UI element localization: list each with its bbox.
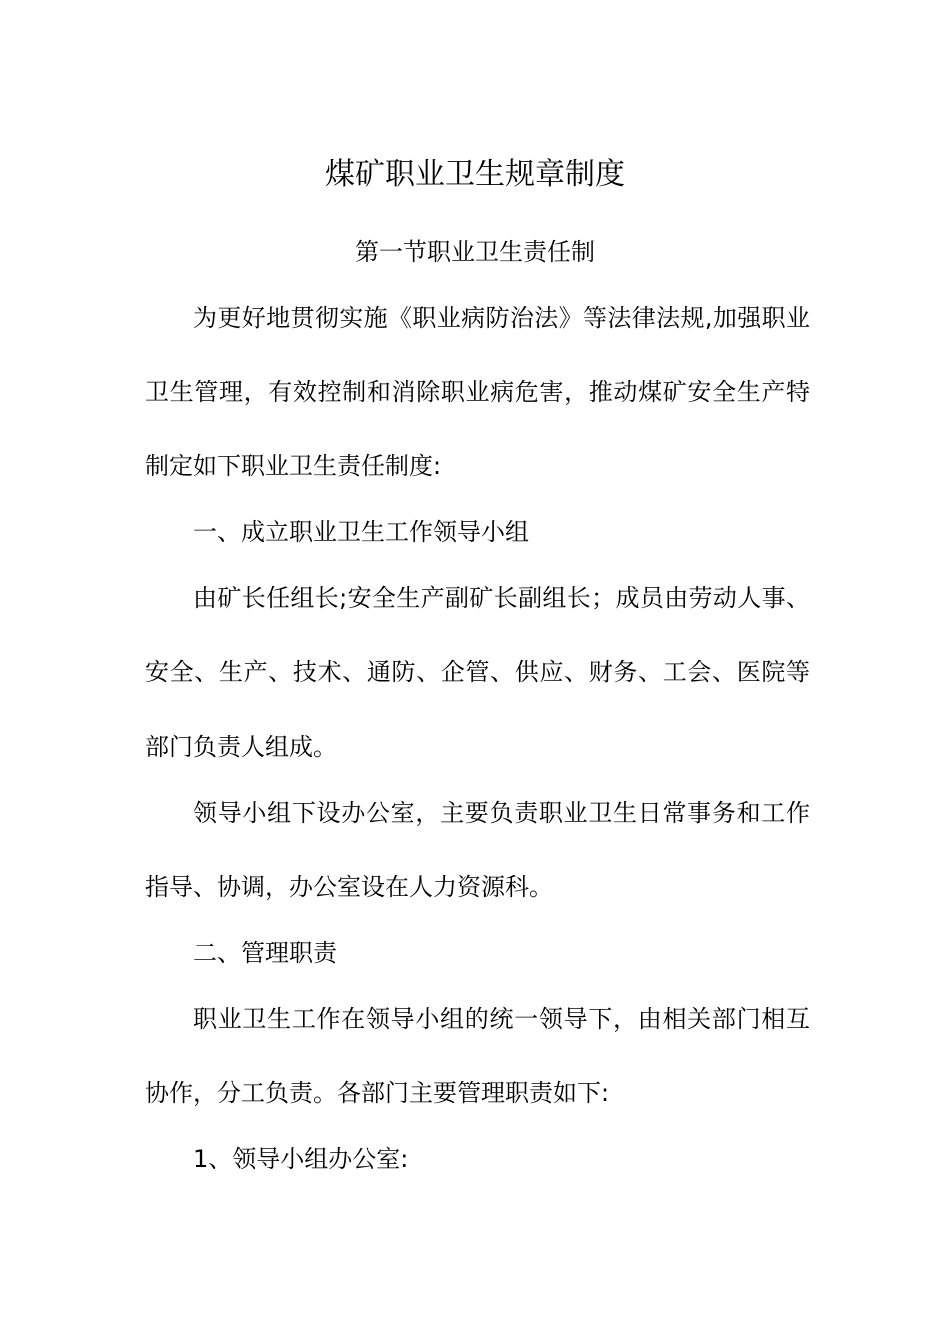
body-line: 协作，分工负责。各部门主要管理职责如下: <box>145 1079 610 1107</box>
body-line: 卫生管理，有效控制和消除职业病危害，推动煤矿安全生产特 <box>145 378 810 406</box>
body-line: 制定如下职业卫生责任制度: <box>145 452 442 480</box>
body-line: 职业卫生工作在领导小组的统一领导下，由相关部门相互 <box>193 1005 810 1033</box>
heading-line: 二、管理职责 <box>193 939 337 967</box>
heading-line: 1、领导小组办公室: <box>193 1145 409 1173</box>
heading-line: 一、成立职业卫生工作领导小组 <box>193 518 529 546</box>
body-line: 由矿长任组长;安全生产副矿长副组长；成员由劳动人事、 <box>193 584 810 612</box>
body-line: 安全、生产、技术、通防、企管、供应、财务、工会、医院等 <box>145 658 810 686</box>
section-title: 第一节职业卫生责任制 <box>355 238 595 266</box>
document-title: 煤矿职业卫生规章制度 <box>325 157 625 192</box>
body-line: 为更好地贯彻实施《职业病防治法》等法律法规,加强职业 <box>193 304 810 332</box>
body-line: 领导小组下设办公室，主要负责职业卫生日常事务和工作 <box>193 799 810 827</box>
body-line: 部门负责人组成。 <box>145 733 337 761</box>
body-line: 指导、协调，办公室设在人力资源科。 <box>145 873 553 901</box>
